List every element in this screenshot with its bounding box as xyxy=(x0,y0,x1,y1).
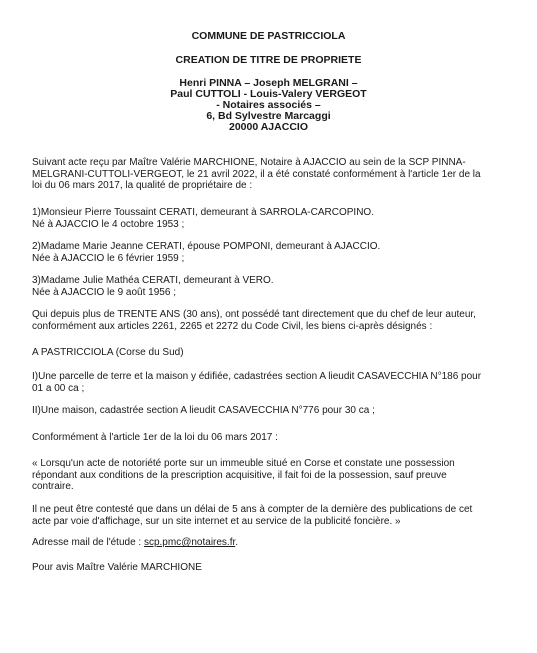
parcel-1 xyxy=(32,371,522,394)
parcel-2: II)Une maison, cadastrée section A lieudit CASAVECCHIA N°776 pour 30 ca ; xyxy=(32,405,375,416)
owner-3 xyxy=(32,275,522,298)
parcel-line: I)Une parcelle de terre et la maison y édifiée, cadastrées section A lieudit CASAVECCHIA N°186 pour xyxy=(32,371,482,382)
notaries-address-line: 6, Bd Sylvestre Marcaggi xyxy=(206,110,331,122)
signature-line: Pour avis Maître Valérie MARCHIONE xyxy=(32,562,202,573)
parcel-line: 01 a 00 ca ; xyxy=(32,382,85,394)
possession-line: conformément aux articles 2261, 2265 et 2272 du Code Civil, les biens ci-après désignés : xyxy=(32,320,433,332)
possession-paragraph xyxy=(32,309,522,332)
notaries-line: Henri PINNA – Joseph MELGRANI – xyxy=(179,77,358,89)
possession-line: Qui depuis plus de TRENTE ANS (30 ans), ont possédé tant directement que du chef de leur auteur, xyxy=(32,309,476,320)
owner-line: Née à AJACCIO le 6 février 1959 ; xyxy=(32,252,185,264)
quote-paragraph-2 xyxy=(32,504,522,527)
quote-line: acte par voie d'affichage, sur un site internet et au service de la publicité foncière. » xyxy=(32,515,401,527)
quote-line: « Lorsqu'un acte de notoriété porte sur un immeuble situé en Corse et constate une possession xyxy=(32,458,455,469)
notaries-line: Paul CUTTOLI - Louis-Valery VERGEOT xyxy=(170,88,367,100)
notaries-line: - Notaires associés – xyxy=(216,99,321,111)
notaries-block xyxy=(0,78,537,133)
owner-2 xyxy=(32,241,522,264)
email-line xyxy=(32,537,522,549)
owner-line: 1)Monsieur Pierre Toussaint CERATI, demeurant à SARROLA-CARCOPINO. xyxy=(32,207,374,218)
quote-line: répondant aux conditions de la prescription acquisitive, il fait foi de la possession, sauf preuve xyxy=(32,469,447,481)
intro-line: MELGRANI-CUTTOLI-VERGEOT, le 21 avril 2022, il a été constaté conformément à l'article 1er de la xyxy=(32,168,481,180)
email-link[interactable]: scp.pmc@notaires.fr xyxy=(143,537,236,548)
conformement-line: Conformément à l'article 1er de la loi du 06 mars 2017 : xyxy=(32,432,278,443)
intro-line: loi du 06 mars 2017, la qualité de propriétaire de : xyxy=(32,180,253,191)
owner-line: Né à AJACCIO le 4 octobre 1953 ; xyxy=(32,218,185,230)
email-label: Adresse mail de l'étude : xyxy=(32,537,144,548)
email-suffix: . xyxy=(235,537,239,548)
owner-line: Née à AJACCIO le 9 août 1956 ; xyxy=(32,286,176,298)
intro-paragraph xyxy=(32,157,522,192)
notaries-city-line: 20000 AJACCIO xyxy=(229,121,308,133)
quote-line: contraire. xyxy=(32,481,74,492)
quote-line: Il ne peut être contesté que dans un délai de 5 ans à compter de la dernière des publications de cet xyxy=(32,504,473,515)
intro-line: Suivant acte reçu par Maître Valérie MARCHIONE, Notaire à AJACCIO au sein de la SCP PINNA- xyxy=(32,157,466,168)
owner-line: 2)Madame Marie Jeanne CERATI, épouse POMPONI, demeurant à AJACCIO. xyxy=(32,241,381,252)
commune-title: COMMUNE DE PASTRICCIOLA xyxy=(191,30,346,42)
owner-line: 3)Madame Julie Mathéa CERATI, demeurant à VERO. xyxy=(32,275,274,286)
quote-paragraph-1 xyxy=(32,458,522,493)
location-line: A PASTRICCIOLA (Corse du Sud) xyxy=(32,347,184,358)
owner-1 xyxy=(32,207,522,230)
creation-title: CREATION DE TITRE DE PROPRIETE xyxy=(175,54,362,66)
